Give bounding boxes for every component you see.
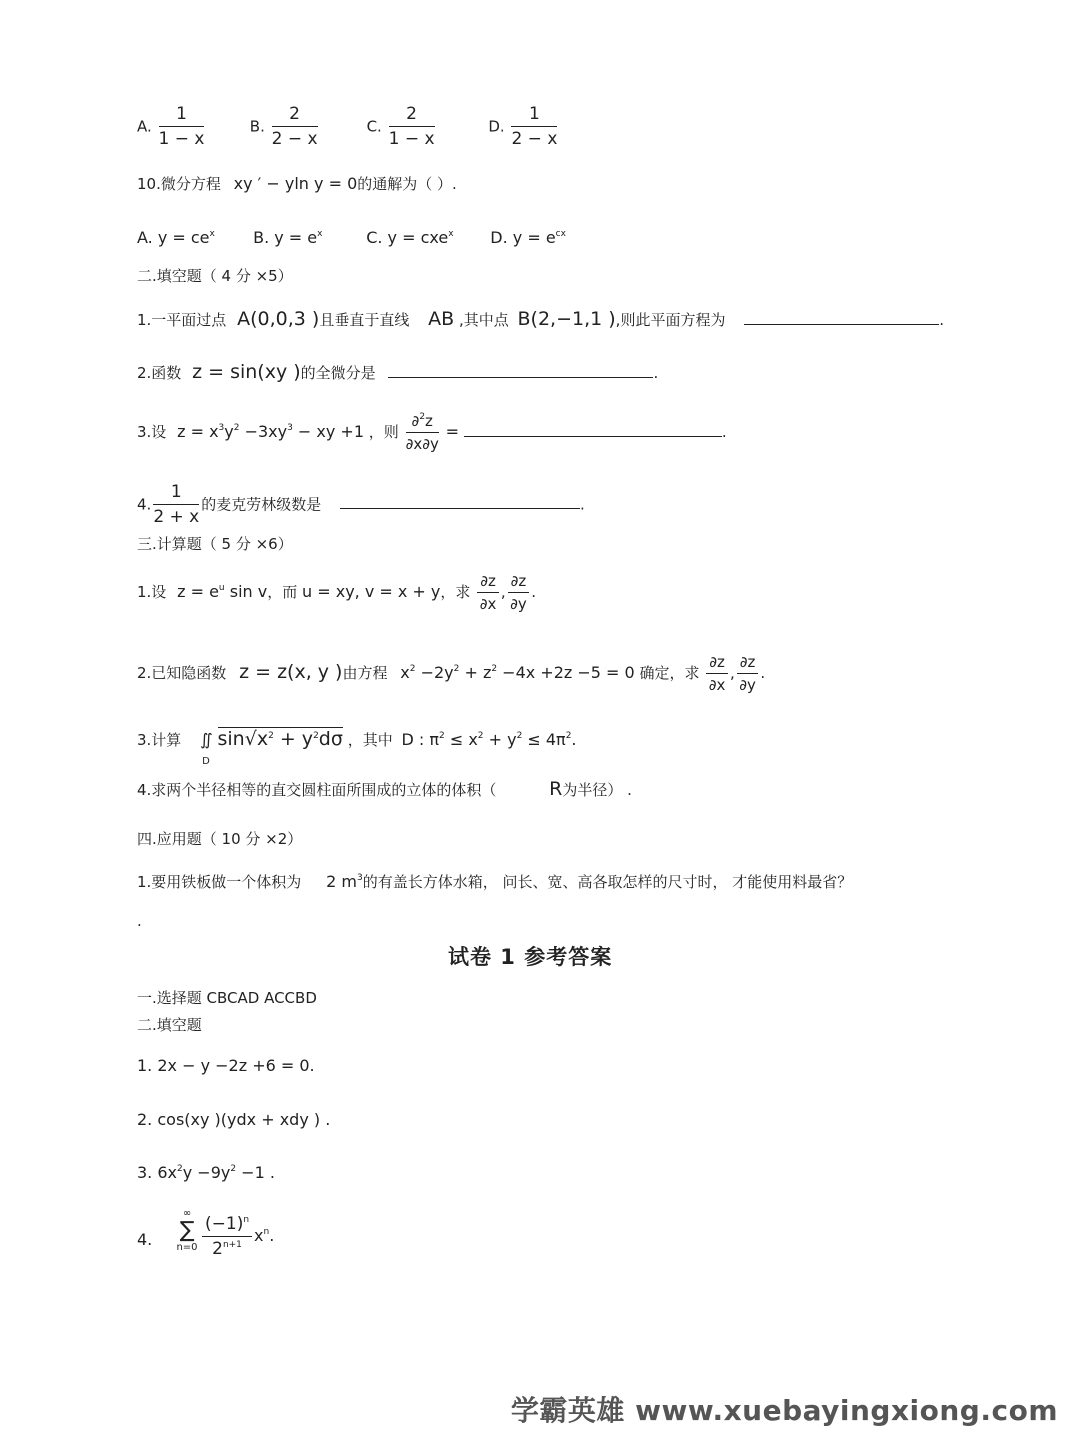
- fill-question-3: 3.设 $z = x^3y^2 -3xy^3$ − xy +1 ，则 $\frac{\partial^2z}{\partial x\partial y}$ = .: [137, 412, 727, 453]
- fill-4-fraction: $\frac{1}{2 + x}$: [153, 482, 200, 528]
- q9-option-a: A. $\frac{1}{1 - x}$: [137, 104, 205, 150]
- q10-option-c: C. y = cxe$^x$: [366, 228, 454, 247]
- section-3-heading: 三.计算题（ 5 分 ×6）: [137, 535, 293, 553]
- fill-1-answer-blank[interactable]: [744, 310, 939, 325]
- q9-option-d-fraction: $\frac{1}{2 - x}$: [511, 104, 558, 150]
- q9-option-d: D. $\frac{1}{2 - x}$: [488, 104, 558, 150]
- calc-2-dz-dx: $\frac{\partial z}{\partial x}$: [706, 653, 728, 694]
- calc-question-4: 4.求两个半径相等的直交圆柱面所围成的立体的体积（ R为半径） .: [137, 778, 632, 800]
- application-question-1: 1.要用铁板做一个体积为 2 $m^3$的有盖长方体水箱， 问长、宽、高各取怎样的尺寸时， 才能使用料最省？: [137, 872, 853, 891]
- fill-question-2: 2.函数 z = sin(xy )的全微分是 .: [137, 361, 659, 383]
- section-4-heading: 四.应用题（ 10 分 ×2）: [137, 830, 303, 848]
- fill-question-4: 4. $\frac{1}{2 + x}$ 的麦克劳林级数是 .: [137, 482, 585, 528]
- section-2-heading: 二.填空题（ 4 分 ×5）: [137, 267, 293, 285]
- double-integral: ∬ D: [200, 730, 213, 767]
- calc-1-dz-dy: $\frac{\partial z}{\partial y}$: [508, 572, 530, 613]
- fill-3-answer-blank[interactable]: [464, 422, 722, 437]
- calc-question-1: 1.设 $z = e^u$ sin v，而 u = xy, v = x + y，求 $\frac{\partial z}{\partial x}$ , $\frac{\partial z}{\partial y}$ .: [137, 572, 537, 613]
- q10-option-d: D. $y = e^{cx}$: [490, 228, 566, 247]
- answer-1: 1. 2x − y −2z +6 = 0.: [137, 1056, 315, 1075]
- fill-3-partial-fraction: $\frac{\partial^2z}{\partial x\partial y}$: [405, 412, 439, 453]
- fill-question-1: 1.一平面过点 A(0,0,3 )且垂直于直线 AB ,其中点 B(2,−1,1 ),则此平面方程为 .: [137, 308, 945, 330]
- q9-option-c-fraction: $\frac{2}{1 - x}$: [388, 104, 435, 150]
- calc-1-dz-dx: $\frac{\partial z}{\partial x}$: [477, 572, 499, 613]
- calc-2-dz-dy: $\frac{\partial z}{\partial y}$: [737, 653, 759, 694]
- answer-section-2: 二.填空题: [137, 1016, 202, 1034]
- answer-4-term: $\frac{(-1)^n}{2^{n+1}}$ $x^n$.: [200, 1214, 274, 1260]
- stray-dot: .: [137, 912, 142, 930]
- q9-option-b: B. $\frac{2}{2 - x}$: [249, 104, 318, 150]
- q10-stem: 10.微分方程 xy ′ − yln y = 0的通解为（ ）.: [137, 174, 457, 193]
- answer-3: 3. $6x^2y -9y^2 -1$ .: [137, 1163, 275, 1182]
- q10-option-b: B. $y = e^x$: [253, 228, 323, 247]
- fill-2-answer-blank[interactable]: [388, 363, 653, 378]
- answer-4-fraction: $\frac{(-1)^n}{2^{n+1}}$: [202, 1214, 252, 1260]
- answer-key-title: 试卷 1 参考答案: [448, 945, 613, 969]
- q9-options: [137, 104, 559, 150]
- q9-option-b-fraction: $\frac{2}{2 - x}$: [271, 104, 318, 150]
- answer-2: 2. cos(xy )(ydx + xdy ) .: [137, 1110, 331, 1129]
- calc-question-3: 3.计算 ∬ D $\sin√x^2 + y^2d\sigma$ ，其中 D : $\pi^2 \le x^2 + y^2 \le 4\pi^2$.: [137, 728, 577, 767]
- answer-section-1: 一.选择题 CBCAD ACCBD: [137, 989, 317, 1007]
- answer-4-summation: ∞ ∑ n=0: [176, 1208, 198, 1253]
- q10-options: [137, 228, 566, 247]
- answer-4: 4.: [137, 1230, 153, 1249]
- fill-4-answer-blank[interactable]: [340, 494, 580, 509]
- calc-question-2: 2.已知隐函数 z = z(x, y )由方程 $x^2 -2y^2 + z^2 -4x +2z -5 = 0$ 确定，求 $\frac{\partial z}{\partial x}$ , $\frac{\partial z}{\partial y}$ .: [137, 653, 766, 694]
- watermark: 学霸英雄 www.xuebayingxiong.com: [510, 1394, 1058, 1427]
- q9-option-a-fraction: $\frac{1}{1 - x}$: [158, 104, 205, 150]
- q10-option-a: A. $y = ce^x$: [137, 228, 215, 247]
- q9-option-c: C. $\frac{2}{1 - x}$: [366, 104, 435, 150]
